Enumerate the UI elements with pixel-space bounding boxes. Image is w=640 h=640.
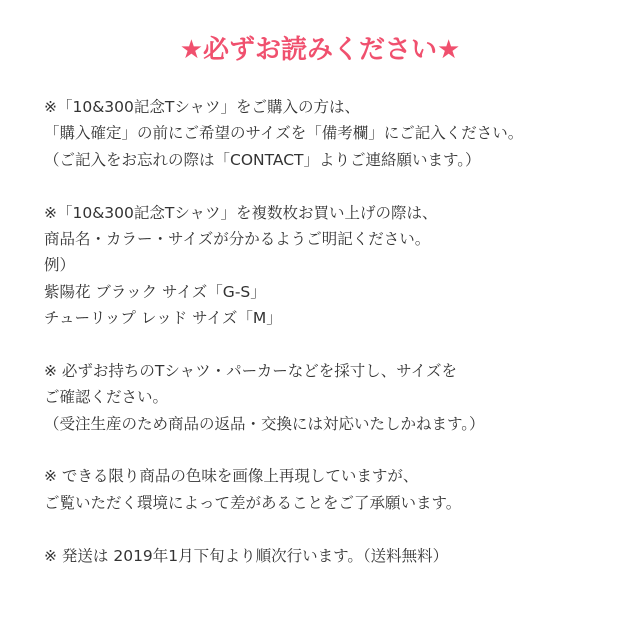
text-line: 商品名・カラー・サイズが分かるようご明記ください。: [44, 229, 431, 248]
text-line: 「購入確定」の前にご希望のサイズを「備考欄」にご記入ください。: [44, 124, 524, 143]
text-line: ご覧いただく環境によって差があることをご了承願います。: [44, 493, 462, 512]
paragraph-shipping: [44, 543, 634, 569]
text-line: ※「10&300記念Tシャツ」を複数枚お買い上げの際は、: [44, 203, 438, 222]
notice-body: [44, 94, 634, 569]
text-line: チューリップ レッド サイズ「M」: [44, 309, 282, 328]
paragraph-spacer: [44, 516, 634, 542]
paragraph-spacer: [44, 437, 634, 463]
text-line: （ご記入をお忘れの際は「CONTACT」よりご連絡願います。）: [44, 150, 481, 169]
text-line: 紫陽花 ブラック サイズ「G-S」: [44, 282, 266, 301]
notice-title: ★必ずお読みください★: [179, 35, 461, 65]
paragraph-spacer: [44, 332, 634, 358]
text-line: ※ できる限り商品の色味を画像上再現していますが、: [44, 467, 419, 486]
paragraph-color-note: [44, 463, 634, 516]
text-line: ※ 必ずお持ちのTシャツ・パーカーなどを採寸し、サイズを: [44, 361, 458, 380]
paragraph-measure-size: [44, 358, 634, 437]
paragraph-size-request: [44, 94, 634, 173]
paragraph-multiple-items: [44, 200, 634, 332]
text-line: ※ 発送は 2019年1月下旬より順次行います。（送料無料）: [44, 546, 449, 565]
paragraph-spacer: [44, 173, 634, 199]
text-line: （受注生産のため商品の返品・交換には対応いたしかねます。）: [44, 414, 485, 433]
text-line: 例）: [44, 256, 76, 275]
text-line: ご確認ください。: [44, 388, 169, 407]
text-line: ※「10&300記念Tシャツ」をご購入の方は、: [44, 98, 361, 116]
